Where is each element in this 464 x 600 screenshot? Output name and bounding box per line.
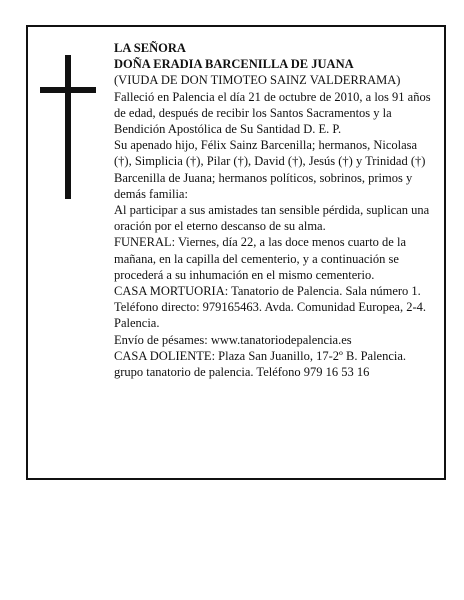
- notice-text-block: [114, 40, 436, 380]
- mourning-house-paragraph: CASA DOLIENTE: Plaza San Juanillo, 17-2º B. Palencia.: [114, 348, 407, 363]
- funeral-paragraph: FUNERAL: Viernes, día 22, a las doce menos cuarto de la mañana, en la capilla del cementerio, y a continuación se procederá a su inhumación en el mismo cementerio.: [114, 235, 406, 282]
- mortuary-paragraph: CASA MORTUORIA: Tanatorio de Palencia. Sala número 1. Teléfono directo: 979165463. Avda. Comunidad Europea, 2-4. Palencia.: [114, 284, 427, 331]
- condolences-line: Envío de pésames: www.tanatoriodepalencia.es: [114, 332, 352, 347]
- footer-line: grupo tanatorio de palencia. Teléfono 979 16 53 16: [114, 365, 370, 380]
- death-paragraph: Falleció en Palencia el día 21 de octubre de 2010, a los 91 años de edad, después de recibir los Santos Sacramentos y la Bendición Apostólica de Su Santidad D. E. P.: [114, 89, 431, 137]
- obituary-notice: [26, 25, 446, 480]
- request-paragraph: Al participar a sus amistades tan sensible pérdida, suplican una oración por el eterno descanso de su alma.: [114, 203, 430, 234]
- cross-horizontal-bar: [40, 87, 96, 93]
- deceased-name: DOÑA ERADIA BARCENILLA DE JUANA: [114, 57, 354, 72]
- widow-line: (VIUDA DE DON TIMOTEO SAINZ VALDERRAMA): [114, 73, 401, 88]
- notice-title-line1: LA SEÑORA: [114, 41, 186, 55]
- family-paragraph: Su apenado hijo, Félix Sainz Barcenilla; hermanos, Nicolasa (†), Simplicia (†), Pilar (†), David (†), Jesús (†) y Trinidad (†) Barcenilla de Juana; hermanos políticos, sobrinos, primos y demás familia:: [114, 138, 426, 201]
- latin-cross-icon: [40, 55, 96, 199]
- cross-vertical-bar: [65, 55, 71, 199]
